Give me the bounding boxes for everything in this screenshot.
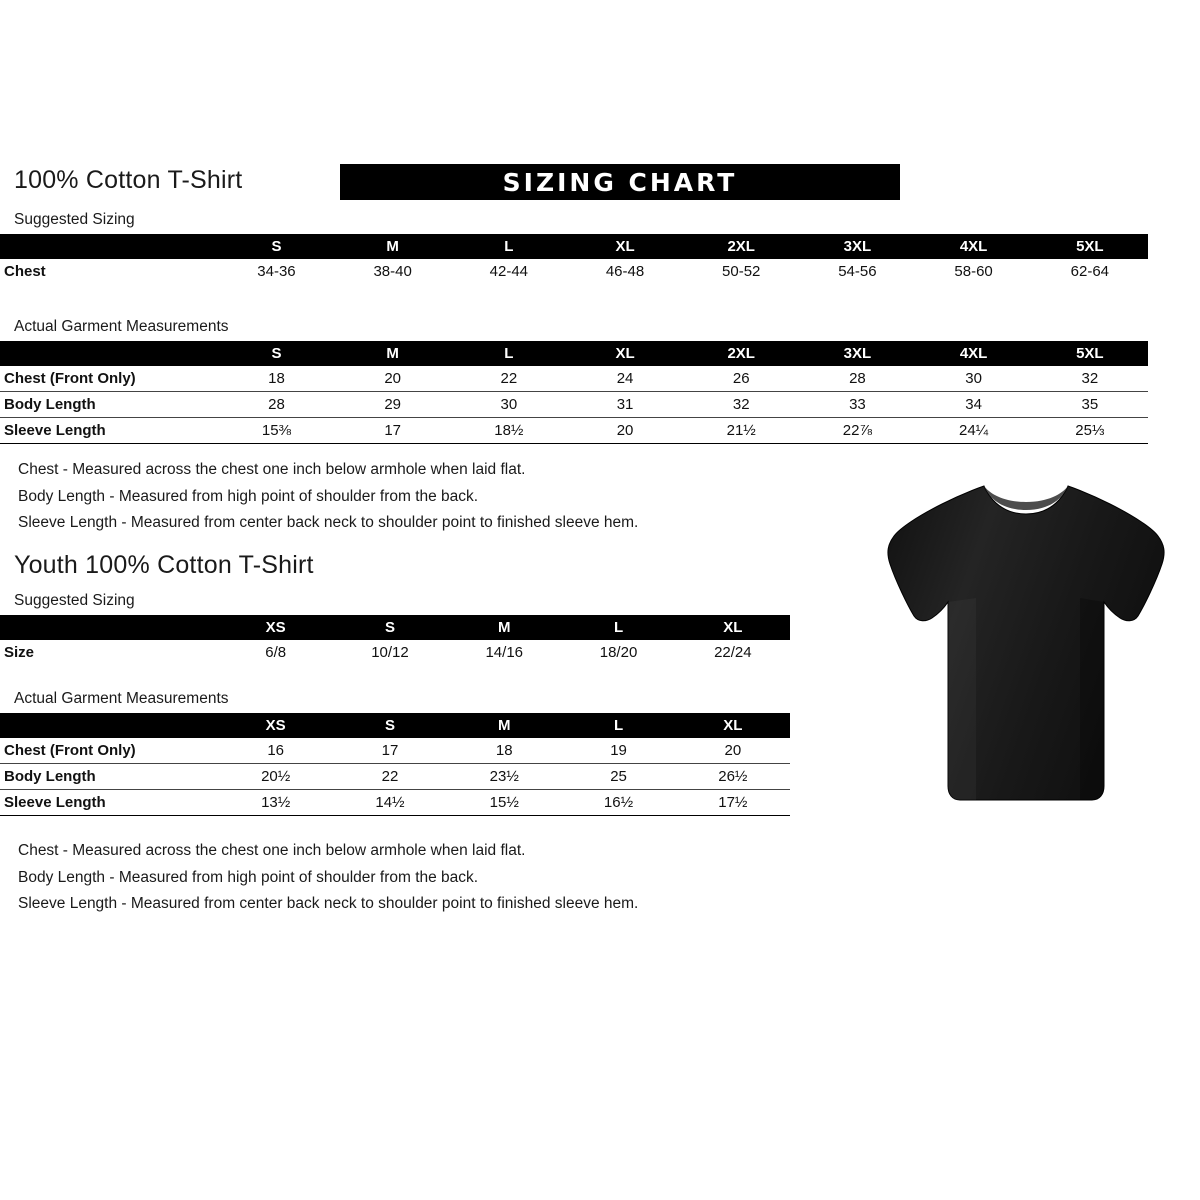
row-label: Sleeve Length bbox=[0, 418, 218, 444]
table-cell: 28 bbox=[218, 392, 334, 418]
sizing-chart-banner bbox=[340, 164, 900, 200]
table-cell: 18/20 bbox=[561, 640, 675, 665]
adult-section-title: 100% Cotton T-Shirt bbox=[14, 166, 243, 194]
table-cell: 35 bbox=[1032, 392, 1148, 418]
adult-suggested-sizing-label: Suggested Sizing bbox=[14, 211, 135, 228]
row-label: Chest (Front Only) bbox=[0, 738, 219, 764]
adult-actual-measurements-table bbox=[0, 341, 1148, 444]
column-header: M bbox=[335, 341, 451, 366]
table-header-row bbox=[0, 713, 790, 738]
column-header: L bbox=[561, 713, 675, 738]
column-header: M bbox=[447, 713, 561, 738]
column-header bbox=[0, 341, 218, 366]
table-row bbox=[0, 640, 790, 665]
tshirt-illustration bbox=[880, 470, 1170, 820]
youth-section-title: Youth 100% Cotton T-Shirt bbox=[14, 551, 314, 579]
table-cell: 31 bbox=[567, 392, 683, 418]
column-header: L bbox=[451, 234, 567, 259]
table-cell: 24¼ bbox=[916, 418, 1032, 444]
table-cell: 20 bbox=[567, 418, 683, 444]
table-cell: 18 bbox=[447, 738, 561, 764]
table-cell: 6/8 bbox=[219, 640, 333, 665]
column-header: 4XL bbox=[916, 234, 1032, 259]
tshirt-product-image bbox=[880, 470, 1170, 820]
table-cell: 18 bbox=[218, 366, 334, 392]
sizing-chart-banner-label: SIZING CHART bbox=[502, 167, 738, 197]
note-sleeve-length: Sleeve Length - Measured from center back neck to shoulder point to finished sleeve hem. bbox=[18, 514, 639, 531]
table-row bbox=[0, 790, 790, 816]
table-cell: 24 bbox=[567, 366, 683, 392]
column-header: XS bbox=[219, 713, 333, 738]
table-cell: 46-48 bbox=[567, 259, 683, 284]
adult-measurement-notes bbox=[18, 462, 638, 542]
table-header-row bbox=[0, 341, 1148, 366]
column-header: XL bbox=[567, 234, 683, 259]
row-label: Body Length bbox=[0, 764, 219, 790]
column-header: S bbox=[218, 341, 334, 366]
column-header: M bbox=[335, 234, 451, 259]
table-cell: 28 bbox=[799, 366, 915, 392]
table-header-row bbox=[0, 615, 790, 640]
column-header: 3XL bbox=[799, 234, 915, 259]
note-chest: Chest - Measured across the chest one inch below armhole when laid flat. bbox=[18, 842, 526, 859]
table-cell: 21½ bbox=[683, 418, 799, 444]
column-header: XL bbox=[676, 615, 790, 640]
table-cell: 38-40 bbox=[335, 259, 451, 284]
column-header: 5XL bbox=[1032, 341, 1148, 366]
column-header: S bbox=[333, 615, 447, 640]
table-cell: 17 bbox=[333, 738, 447, 764]
table-cell: 50-52 bbox=[683, 259, 799, 284]
column-header: S bbox=[218, 234, 334, 259]
table-cell: 14½ bbox=[333, 790, 447, 816]
table-cell: 26½ bbox=[676, 764, 790, 790]
note-body-length: Body Length - Measured from high point of shoulder from the back. bbox=[18, 868, 479, 886]
column-header: XL bbox=[567, 341, 683, 366]
youth-actual-measurements-label: Actual Garment Measurements bbox=[14, 690, 229, 707]
row-label: Sleeve Length bbox=[0, 790, 219, 816]
youth-suggested-sizing-table bbox=[0, 615, 790, 665]
table-cell: 32 bbox=[683, 392, 799, 418]
column-header: 2XL bbox=[683, 234, 799, 259]
column-header: XS bbox=[219, 615, 333, 640]
table-row bbox=[0, 259, 1148, 284]
column-header: L bbox=[561, 615, 675, 640]
table-cell: 18½ bbox=[451, 418, 567, 444]
table-cell: 15⅜ bbox=[218, 418, 334, 444]
table-cell: 16½ bbox=[561, 790, 675, 816]
table-cell: 42-44 bbox=[451, 259, 567, 284]
row-label: Chest bbox=[0, 259, 218, 284]
column-header: 5XL bbox=[1032, 234, 1148, 259]
column-header: 2XL bbox=[683, 341, 799, 366]
table-cell: 33 bbox=[799, 392, 915, 418]
adult-suggested-sizing-table bbox=[0, 234, 1148, 284]
table-row bbox=[0, 418, 1148, 444]
column-header: 4XL bbox=[916, 341, 1032, 366]
adult-actual-measurements-label: Actual Garment Measurements bbox=[14, 318, 229, 335]
table-cell: 16 bbox=[219, 738, 333, 764]
table-cell: 62-64 bbox=[1032, 259, 1148, 284]
table-cell: 17½ bbox=[676, 790, 790, 816]
table-cell: 34-36 bbox=[218, 259, 334, 284]
table-cell: 15½ bbox=[447, 790, 561, 816]
table-row bbox=[0, 366, 1148, 392]
column-header bbox=[0, 615, 219, 640]
table-cell: 20 bbox=[335, 366, 451, 392]
column-header: XL bbox=[676, 713, 790, 738]
column-header: 3XL bbox=[799, 341, 915, 366]
table-cell: 25⅓ bbox=[1032, 418, 1148, 444]
table-cell: 19 bbox=[561, 738, 675, 764]
table-cell: 17 bbox=[335, 418, 451, 444]
youth-suggested-sizing-label: Suggested Sizing bbox=[14, 592, 135, 609]
row-label: Chest (Front Only) bbox=[0, 366, 218, 392]
column-header bbox=[0, 234, 218, 259]
table-row bbox=[0, 738, 790, 764]
table-cell: 58-60 bbox=[916, 259, 1032, 284]
youth-actual-measurements-table bbox=[0, 713, 790, 816]
table-cell: 30 bbox=[916, 366, 1032, 392]
table-cell: 30 bbox=[451, 392, 567, 418]
table-cell: 14/16 bbox=[447, 640, 561, 665]
row-label: Size bbox=[0, 640, 219, 665]
row-label: Body Length bbox=[0, 392, 218, 418]
table-row bbox=[0, 392, 1148, 418]
note-sleeve-length: Sleeve Length - Measured from center back neck to shoulder point to finished sleeve hem. bbox=[18, 895, 639, 912]
table-cell: 25 bbox=[561, 764, 675, 790]
table-cell: 26 bbox=[683, 366, 799, 392]
column-header: M bbox=[447, 615, 561, 640]
youth-measurement-notes bbox=[18, 843, 638, 923]
column-header: S bbox=[333, 713, 447, 738]
table-cell: 54-56 bbox=[799, 259, 915, 284]
table-cell: 22 bbox=[451, 366, 567, 392]
table-cell: 23½ bbox=[447, 764, 561, 790]
table-cell: 34 bbox=[916, 392, 1032, 418]
table-row bbox=[0, 764, 790, 790]
table-cell: 22 bbox=[333, 764, 447, 790]
table-cell: 20½ bbox=[219, 764, 333, 790]
table-cell: 32 bbox=[1032, 366, 1148, 392]
table-cell: 22/24 bbox=[676, 640, 790, 665]
note-chest: Chest - Measured across the chest one inch below armhole when laid flat. bbox=[18, 461, 526, 478]
column-header bbox=[0, 713, 219, 738]
table-cell: 20 bbox=[676, 738, 790, 764]
table-header-row bbox=[0, 234, 1148, 259]
table-cell: 22⅞ bbox=[799, 418, 915, 444]
column-header: L bbox=[451, 341, 567, 366]
table-cell: 29 bbox=[335, 392, 451, 418]
note-body-length: Body Length - Measured from high point of shoulder from the back. bbox=[18, 487, 479, 505]
table-cell: 13½ bbox=[219, 790, 333, 816]
table-cell: 10/12 bbox=[333, 640, 447, 665]
